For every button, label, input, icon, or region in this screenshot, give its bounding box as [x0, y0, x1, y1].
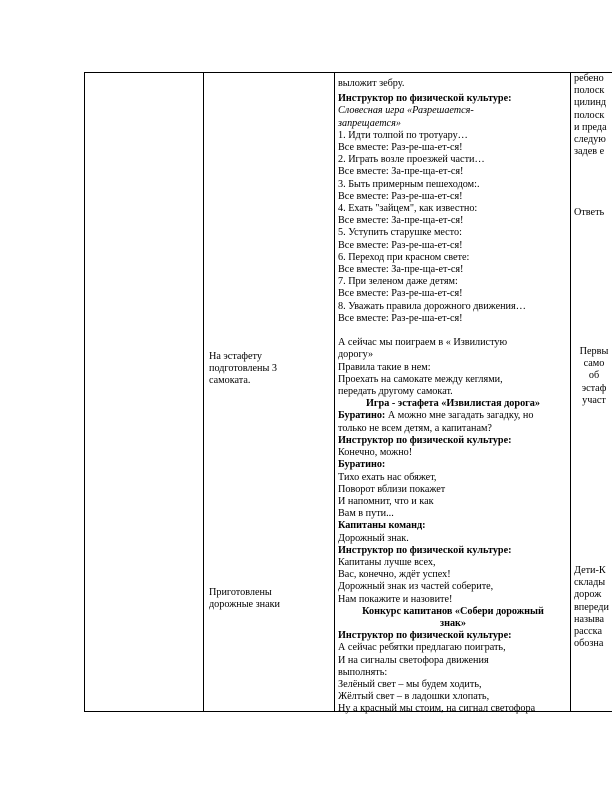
script-line-text: Вам в пути... — [338, 508, 394, 520]
script-line — [338, 362, 568, 374]
script-line-text: Все вместе: За-пре-ща-ет-ся! — [338, 264, 464, 276]
script-line-text: выполнять: — [338, 666, 388, 678]
script-line — [338, 496, 568, 508]
script-line — [338, 630, 568, 642]
results-line: само — [583, 358, 605, 370]
results-line: называ — [574, 613, 605, 625]
results-line: впереди — [574, 601, 609, 613]
script-line-text: Все вместе: Раз-ре-ша-ет-ся! — [338, 312, 463, 324]
script-line-text: знак» — [439, 617, 467, 629]
results-line: участ — [582, 394, 606, 406]
results-block-4 — [574, 565, 612, 650]
script-line — [338, 679, 568, 691]
script-line — [338, 93, 568, 105]
script-line — [338, 191, 568, 203]
script-line — [338, 118, 568, 130]
script-line-text: Дорожный знак из частей соберите, — [338, 581, 494, 593]
script-line-text: Все вместе: Раз-ре-ша-ет-ся! — [338, 190, 463, 202]
script-line-text: Конкурс капитанов «Собери дорожный — [362, 605, 544, 617]
script-line — [338, 435, 568, 447]
script-line-text: 7. При зеленом даже детям: — [338, 276, 458, 288]
results-line: склады — [574, 577, 606, 589]
script-line — [338, 349, 568, 361]
results-line: следую — [574, 134, 606, 146]
script-line — [338, 472, 568, 484]
results-line: Первы — [579, 346, 609, 357]
note-road-signs-text: Приготовлены дорожные знаки — [209, 587, 281, 611]
scenario-text-column — [338, 78, 568, 716]
script-line — [338, 642, 568, 654]
table-left-border — [84, 72, 85, 712]
results-line: эстаф — [581, 382, 607, 394]
column-divider-1 — [203, 72, 204, 712]
script-line-text: Конечно, можно! — [338, 447, 413, 459]
results-block-1 — [574, 73, 612, 158]
script-line-text: 5. Уступить старушке место: — [338, 227, 462, 239]
script-line — [338, 276, 568, 288]
script-line — [338, 288, 568, 300]
script-line — [338, 203, 568, 215]
results-line: ребено — [574, 73, 604, 84]
results-line: Ответь — [574, 207, 605, 218]
script-line-text: Буратино: — [338, 459, 386, 471]
script-line — [338, 215, 568, 227]
script-line-text: 8. Уважать правила дорожного движения… — [338, 300, 526, 312]
script-line-text: 2. Играть возле проезжей части… — [338, 154, 485, 166]
script-line — [338, 337, 568, 349]
results-line: расска — [574, 626, 602, 638]
script-line — [338, 606, 568, 618]
results-line: Дети-К — [574, 565, 606, 576]
script-line-text: Буратино: — [338, 410, 386, 422]
script-line — [338, 459, 568, 471]
script-line-text: 6. Переход при красном свете: — [338, 251, 470, 263]
script-line-text: Правила такие в нем: — [338, 361, 431, 373]
script-line — [338, 398, 568, 410]
script-line — [338, 520, 568, 532]
script-line-text: Жёлтый свет – в ладошки хлопать, — [338, 691, 490, 703]
script-line — [338, 533, 568, 545]
script-line-text: только не всем детям, а капитанам? — [338, 422, 492, 434]
script-line — [338, 105, 568, 117]
script-line-text: Все вместе: Раз-ре-ша-ет-ся! — [338, 142, 463, 154]
script-line-text: Проехать на самокате между кеглями, — [338, 373, 503, 385]
script-line-text: дорогу» — [338, 349, 374, 361]
script-line-text: 1. Идти толпой по тротуару… — [338, 129, 468, 141]
script-line — [338, 227, 568, 239]
script-line-text: запрещается» — [338, 117, 401, 129]
script-line-text: 4. Ехать "зайцем", как известно: — [338, 203, 478, 215]
script-line-text: А сейчас мы поиграем в « Извилистую — [338, 337, 508, 349]
script-line — [338, 166, 568, 178]
script-line — [338, 374, 568, 386]
table-top-border — [84, 72, 612, 73]
script-line — [338, 240, 568, 252]
results-line: дорож — [574, 589, 602, 601]
script-line — [338, 154, 568, 166]
script-line — [338, 264, 568, 276]
script-line-text: Все вместе: Раз-ре-ша-ет-ся! — [338, 288, 463, 300]
script-line-text: Словесная игра «Разрешается- — [338, 105, 474, 117]
script-line — [338, 78, 568, 90]
results-block-2 — [574, 207, 612, 219]
script-line-text: Капитаны команд: — [338, 520, 426, 532]
script-line-text: Игра - эстафета «Извилистая дорога» — [366, 398, 540, 410]
script-line — [338, 581, 568, 593]
results-line: и преда — [574, 121, 607, 133]
script-line-rest: А можно мне загадать загадку, но — [385, 410, 534, 422]
script-line-text: Все вместе: За-пре-ща-ет-ся! — [338, 166, 464, 178]
column-divider-3 — [570, 72, 571, 712]
script-line-text: 3. Быть примерным пешеходом:. — [338, 178, 480, 190]
script-line — [338, 667, 568, 679]
results-block-3 — [574, 346, 612, 407]
script-line-text: Инструктор по физической культуре: — [338, 434, 512, 446]
script-line-text: выложит зебру. — [338, 78, 405, 89]
script-line-text: Капитаны лучше всех, — [338, 556, 436, 568]
script-line — [338, 618, 568, 630]
script-line — [338, 142, 568, 154]
script-line — [338, 386, 568, 398]
script-line — [338, 703, 568, 715]
results-line: обозна — [574, 638, 604, 650]
script-line-text: Поворот вблизи покажет — [338, 483, 446, 495]
script-line — [338, 691, 568, 703]
script-line-text: И напомнит, что и как — [338, 495, 434, 507]
script-line — [338, 130, 568, 142]
script-line-text: Инструктор по физической культуре: — [338, 93, 512, 105]
note-road-signs — [209, 587, 309, 611]
script-line — [338, 410, 568, 422]
script-line-text: Инструктор по физической культуре: — [338, 544, 512, 556]
script-line — [338, 655, 568, 667]
script-line — [338, 594, 568, 606]
script-line — [338, 557, 568, 569]
script-line-text: Нам покажите и назовите! — [338, 593, 453, 605]
script-line — [338, 325, 568, 337]
note-scooters-text: На эстафету подготовлены 3 самоката. — [209, 351, 277, 387]
results-line: цилинд — [574, 97, 607, 109]
column-divider-2 — [334, 72, 335, 712]
script-line-text: И на сигналы светофора движения — [338, 654, 489, 666]
script-line-text: Зелёный свет – мы будем ходить, — [338, 678, 482, 690]
script-line — [338, 179, 568, 191]
script-line — [338, 569, 568, 581]
script-line — [338, 313, 568, 325]
script-line — [338, 301, 568, 313]
script-line-text: Ну а красный мы стоим, на сигнал светофора — [338, 703, 536, 715]
script-line-text: Тихо ехать нас обяжет, — [338, 471, 437, 483]
script-line — [338, 447, 568, 459]
script-line — [338, 423, 568, 435]
script-line-text: передать другому самокат. — [338, 386, 453, 398]
script-line — [338, 484, 568, 496]
script-line-text: Все вместе: Раз-ре-ша-ет-ся! — [338, 239, 463, 251]
script-line-text: А сейчас ребятки предлагаю поиграть, — [338, 642, 506, 654]
script-line — [338, 545, 568, 557]
results-line: задев е — [574, 146, 605, 158]
results-line: полоск — [574, 109, 605, 121]
script-line-text: Дорожный знак. — [338, 532, 409, 544]
script-line-text: Все вместе: За-пре-ща-ет-ся! — [338, 215, 464, 227]
note-scooters — [209, 351, 299, 388]
script-line-text: Инструктор по физической культуре: — [338, 630, 512, 642]
results-line: полоск — [574, 85, 605, 97]
script-line — [338, 252, 568, 264]
script-line-text: Вас, конечно, ждёт успех! — [338, 569, 451, 581]
results-line: об — [588, 370, 600, 382]
script-line — [338, 508, 568, 520]
